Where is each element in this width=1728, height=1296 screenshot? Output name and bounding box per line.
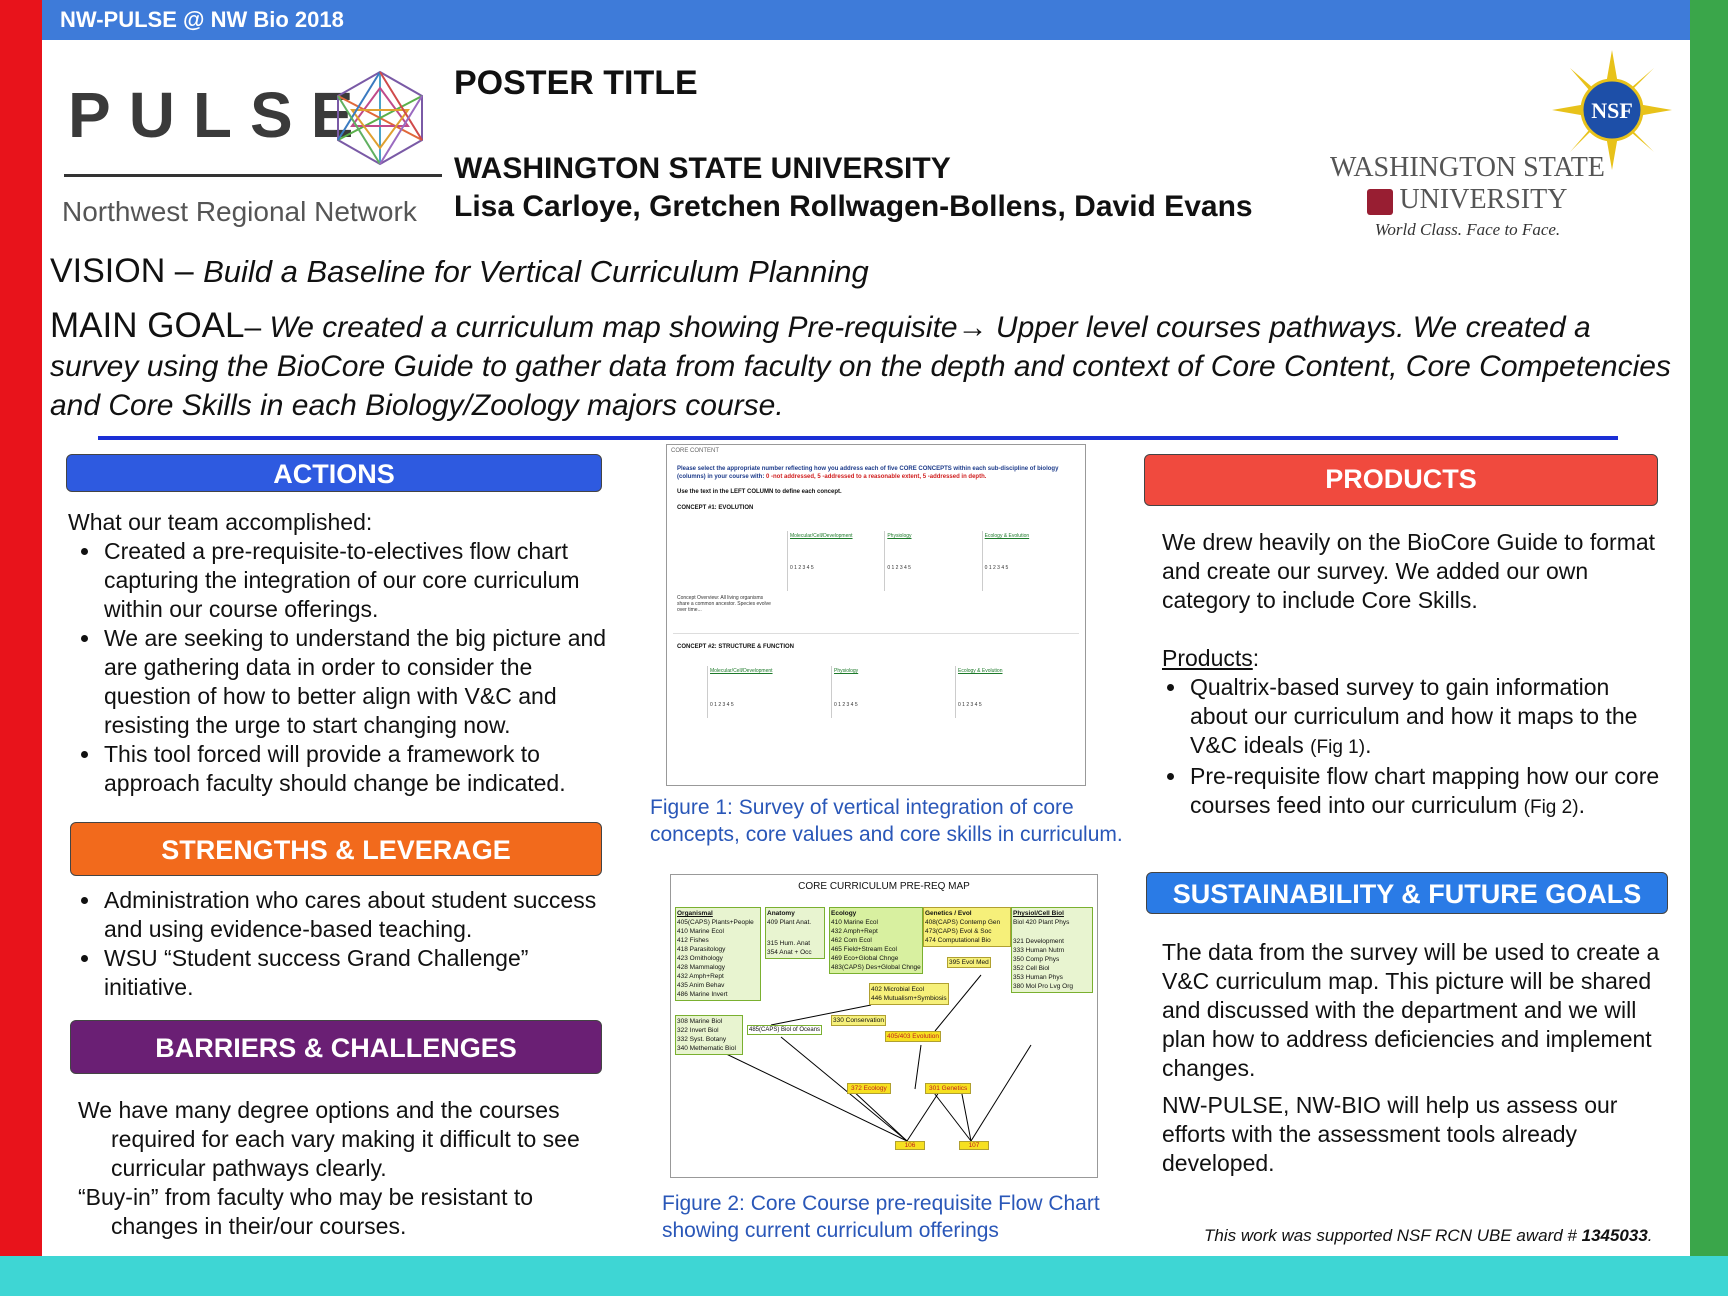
pulse-logo-text: PULSE xyxy=(68,79,372,151)
barriers-paragraph: We have many degree options and the courses required for each vary making it difficult to see curricular pathways clearly. xyxy=(78,1097,580,1181)
actions-bullet: • We are seeking to understand the big picture and are gathering data in order to consider the question of how to better align with V&C and resisting the urge to start changing now. xyxy=(102,624,614,740)
figure1-survey-image: CORE CONTENT Please select the appropriate number reflecting how you address each of five CORE CONCEPTS within each sub-discipline of biology (columns) in your course with: 0 -not addressed, 5 -addressed to a reasonable extent, 5 -addressed in depth. Use the text in the LEFT COLUMN to define each concept. CONCEPT #1: EVOLUTION Molecular/Cell/Development 0 1 2 3 4 5 Physiology 0 1 2 3 4 5 Ecology & Evolution 0 1 2 3 4 5 Concept Overview: All living organisms share a common ancestor. Species evolve over time... CONCEPT #2: STRUCTURE & FUNCTION Molecular/Cell/Development 0 1 2 3 4 5 Physiology 0 1 2 3 4 5 Ecology & Evolution 0 1 2 3 4 5 xyxy=(666,444,1086,786)
products-bullet: • Pre-requisite flow chart mapping how our core courses feed into our curriculum (Fig 2). xyxy=(1188,762,1672,822)
products-body xyxy=(1162,528,1672,822)
network-name: Northwest Regional Network xyxy=(62,196,417,227)
sustainability-paragraph: The data from the survey will be used to create a V&C curriculum map. This picture will be shared and discussed with the department and we will plan how to address deficiencies and implement changes. xyxy=(1162,939,1660,1081)
main-goal-statement: MAIN GOAL– We created a curriculum map showing Pre-requisite→ Upper level courses pathways. We created a survey using the BioCore Guide to gather data from faculty on the depth and context of Core Content, Core Competencies and Core Skills in each Biology/Zoology majors course. xyxy=(50,306,1671,422)
section-divider xyxy=(98,436,1618,440)
figure2-flowchart-image: CORE CURRICULUM PRE-REQ MAP Organismal 405(CAPS) Plants+People 410 Marine Ecol 412 Fishes 418 Parasitology 423 Ornithology 428 Mammalogy 432 Amph+Rept 435 Anim Behav 486 Marine Invert Anatomy 409 Plant Anat. 315 Hum. Anat 354 Anat + Occ Ecology 410 Marine Ecol 432 Amph+Rept 462 Com Ecol 465 Field+Stream Ecol 469 Eco+Global Chnge 483(CAPS) Des+Global Chnge Genetics / Evol 408(CAPS) Contemp Gen 473(CAPS) Evol & Soc 474 Computational Bio Physiol/Cell Biol Biol 420 Plant Phys 321 Development 333 Human Nutrn 350 Comp Phys 352 Cell Biol 353 Human Phys 380 Mol Pro Lvg Org 308 Marine Biol 322 Invert Biol 332 Syst. Botany 340 Methematic Biol 485(CAPS) Biol of Oceans 330 Conservation 395 Evol Med 402 Microbial Ecol 446 Mutualism+Symbiosis 405/403 Evolution 372 Ecology 301 Genetics 106 107 xyxy=(670,874,1098,1178)
cougar-shield-icon xyxy=(1367,189,1393,215)
actions-intro: What our team accomplished: xyxy=(68,509,373,535)
strengths-body xyxy=(68,886,614,1002)
sustainability-body xyxy=(1162,938,1672,1178)
vision-statement: VISION – Build a Baseline for Vertical Curriculum Planning xyxy=(50,252,869,290)
figure2-caption: Figure 2: Core Course pre-requisite Flow Chart showing current curriculum offerings xyxy=(662,1192,1100,1242)
author-list: Lisa Carloye, Gretchen Rollwagen-Bollens, David Evans xyxy=(454,190,1253,223)
actions-header: ACTIONS xyxy=(66,454,602,492)
strengths-bullet: • Administration who cares about student success and using evidence-based teaching. xyxy=(102,886,614,944)
university-name: WASHINGTON STATE UNIVERSITY xyxy=(454,152,951,185)
actions-bullet: • This tool forced will provide a framework to approach faculty should change be indicated. xyxy=(102,740,614,798)
products-subhead: Products: xyxy=(1162,645,1260,671)
logo-underline xyxy=(64,174,442,177)
products-intro: We drew heavily on the BioCore Guide to format and create our survey. We added our own category to include Core Skills. xyxy=(1162,529,1656,613)
polyhedron-logo-icon xyxy=(330,68,430,168)
figure1-caption: Figure 1: Survey of vertical integration of core concepts, core values and core skills in curriculum. xyxy=(650,796,1123,846)
barriers-paragraph: “Buy-in” from faculty who may be resistant to changes in their/our courses. xyxy=(78,1184,534,1239)
funding-acknowledgement: This work was supported NSF RCN UBE award # 1345033. xyxy=(1204,1226,1653,1245)
sustainability-paragraph: NW-PULSE, NW-BIO will help us assess our efforts with the assessment tools already developed. xyxy=(1162,1092,1618,1176)
strengths-header: STRENGTHS & LEVERAGE xyxy=(70,822,602,876)
footer-band xyxy=(0,1256,1728,1296)
nsf-logo-icon xyxy=(1552,50,1672,170)
products-bullet: • Qualtrix-based survey to gain information about our curriculum and how it maps to the V&C ideals (Fig 1). xyxy=(1188,673,1672,762)
header-banner: NW-PULSE @ NW Bio 2018 xyxy=(42,0,1690,40)
products-header: PRODUCTS xyxy=(1144,454,1658,506)
actions-bullet: • Created a pre-requisite-to-electives flow chart capturing the integration of our core curriculum within our course offerings. xyxy=(102,537,614,624)
wsu-logo-line1: WASHINGTON STATE xyxy=(1330,152,1605,183)
left-color-bar xyxy=(0,0,42,1296)
wsu-tagline: World Class. Face to Face. xyxy=(1374,220,1561,239)
actions-body xyxy=(68,508,614,798)
svg-text:NSF: NSF xyxy=(1591,98,1633,123)
sustainability-header: SUSTAINABILITY & FUTURE GOALS xyxy=(1146,872,1668,914)
strengths-bullet: • WSU “Student success Grand Challenge” initiative. xyxy=(102,944,614,1002)
wsu-logo-line2: UNIVERSITY xyxy=(1330,184,1605,216)
barriers-body xyxy=(78,1096,618,1241)
barriers-header: BARRIERS & CHALLENGES xyxy=(70,1020,602,1074)
right-color-bar xyxy=(1690,0,1728,1296)
poster-title: POSTER TITLE xyxy=(454,64,698,102)
